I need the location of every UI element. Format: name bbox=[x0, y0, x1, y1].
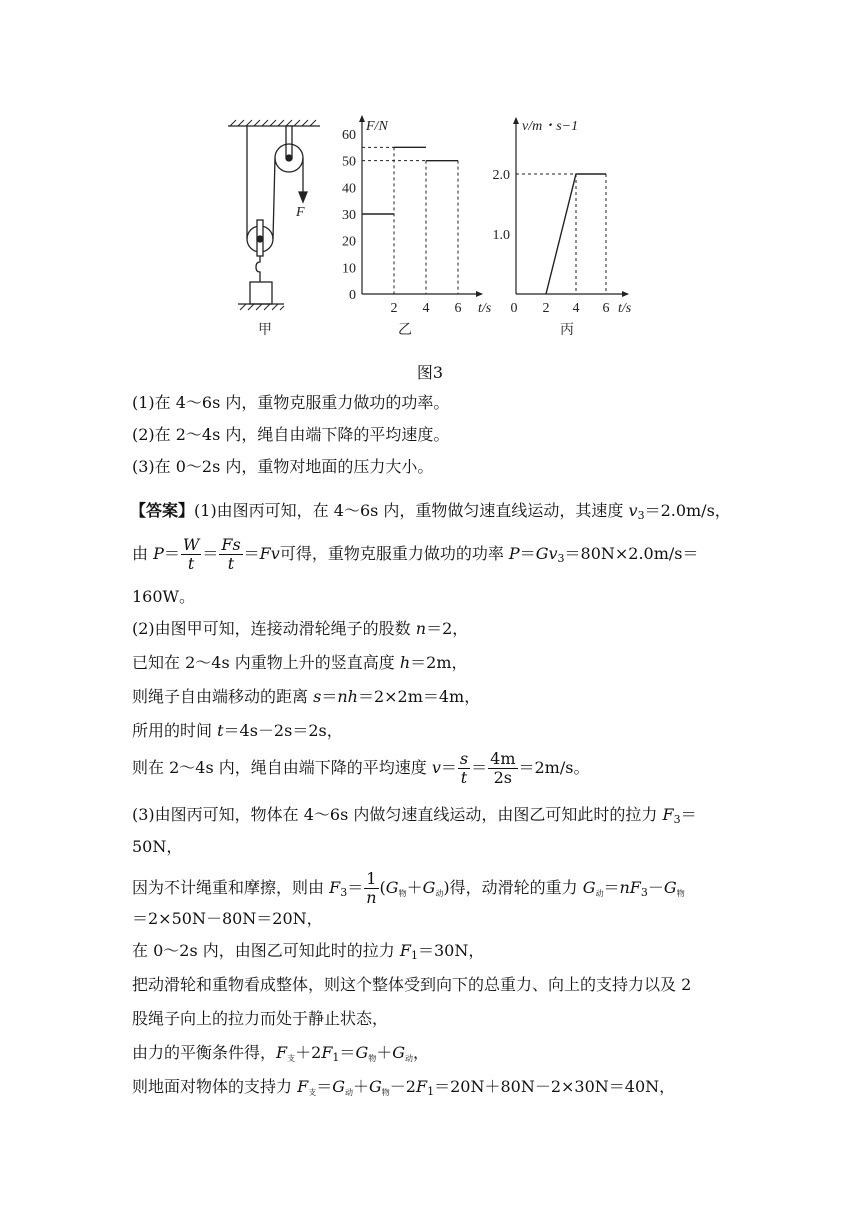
x-axis-label: t/s bbox=[478, 301, 492, 316]
x-axis-label: t/s bbox=[618, 301, 632, 316]
ground-hatch bbox=[240, 304, 284, 310]
question-1: (1)在 4～6s 内，重物克服重力做功的功率。 bbox=[132, 393, 450, 412]
answer-line-9: (3)由图丙可知，物体在 4～6s 内做匀速直线运动，由图乙可知此时的拉力 $F_3=$ bbox=[132, 805, 697, 826]
answer-line-3: 160W。 bbox=[132, 587, 195, 606]
y-tick-label: 0 bbox=[349, 288, 356, 303]
y-axis-label: F/N bbox=[366, 119, 388, 134]
force-label-f: F bbox=[296, 205, 305, 220]
panel-label-yi: 乙 bbox=[398, 322, 412, 338]
x-tick-label: 6 bbox=[602, 301, 610, 316]
y-tick-label: 60 bbox=[342, 128, 356, 143]
fraction-4m-2s: $\frac{4m}{2s}$ bbox=[490, 749, 516, 787]
y-tick-label: 10 bbox=[342, 261, 356, 277]
x-axis-arrow bbox=[622, 291, 629, 297]
y-tick-label: 2.0 bbox=[492, 168, 510, 183]
y-tick-label: 30 bbox=[342, 208, 356, 223]
fraction-fs-t: $\frac{Fs}{t}$ bbox=[221, 535, 241, 573]
answer-line-11: 因为不计绳重和摩擦，则由 $F_3=$ $\frac{1}{n}$ (G物＋G动)得，动滑轮的重力 G动$=nF_3-G$物 bbox=[132, 869, 685, 907]
y-axis-arrow bbox=[513, 117, 519, 124]
question-3: (3)在 0～2s 内，重物对地面的压力大小。 bbox=[132, 457, 434, 476]
x-axis-arrow bbox=[476, 291, 483, 297]
answer-line-4: (2)由图甲可知，连接动滑轮绳子的股数 n＝2， bbox=[132, 619, 469, 638]
rope-middle bbox=[273, 158, 275, 239]
answer-line-13: 在 0～2s 内，由图乙可知此时的拉力 $F_1=30N$， bbox=[132, 941, 485, 962]
answer-line-8: 则在 2～4s 内，绳自由端下降的平均速度 v＝ $\frac{s}{t}$ ＝ $\frac{4m}{2s}$ ＝2m/s。 bbox=[132, 749, 590, 787]
answer-line-17: 则地面对物体的支持力 F支＝G动＋G物$-2F_1=20N+80N-2\times 30N=40N$， bbox=[132, 1077, 676, 1098]
fixed-pulley-axle bbox=[286, 155, 292, 161]
x-tick-label: 2 bbox=[542, 301, 550, 316]
pulley-diagram bbox=[228, 120, 320, 310]
panel-label-bing: 丙 bbox=[560, 322, 574, 338]
fraction-w-t: $\frac{W}{t}$ bbox=[182, 535, 200, 573]
y-axis-arrow bbox=[359, 115, 365, 122]
force-arrow bbox=[299, 192, 307, 202]
figure-svg bbox=[220, 112, 650, 344]
chart-force-time bbox=[342, 115, 492, 316]
fraction-1-n: $\frac{1}{n}$ bbox=[366, 869, 377, 907]
y-tick-label: 50 bbox=[342, 154, 356, 170]
answer-line-14: 把动滑轮和重物看成整体，则这个整体受到向下的总重力、向上的支持力以及 2 bbox=[132, 975, 692, 994]
figure-3 bbox=[220, 112, 650, 344]
answer-line-7: 所用的时间 t＝4s－2s＝2s， bbox=[132, 721, 343, 740]
figure-caption: 图3 bbox=[416, 363, 444, 382]
answer-line-2: 由 P＝ $\frac{W}{t}$ ＝ $\frac{Fs}{t}$ ＝Fv可得，重物克服重力做功的功率 $P=Gv_3=80N\times 2.0m/s=$ bbox=[132, 535, 699, 573]
y-tick-label: 40 bbox=[342, 181, 356, 197]
x-tick-label: 0 bbox=[510, 301, 518, 316]
ceiling-hatch bbox=[230, 120, 316, 126]
y-tick-label: 20 bbox=[342, 234, 356, 250]
weight-block bbox=[250, 282, 272, 304]
x-tick-label: 4 bbox=[572, 301, 580, 316]
panel-label-jia: 甲 bbox=[258, 322, 272, 338]
y-axis-label: v/m・s−1 bbox=[522, 119, 579, 134]
x-tick-label: 4 bbox=[422, 301, 430, 316]
question-2: (2)在 2～4s 内，绳自由端下降的平均速度。 bbox=[132, 425, 450, 444]
answer-line-10: 50N， bbox=[132, 837, 183, 856]
fixed-pulley-bracket bbox=[286, 126, 292, 158]
answer-line-6: 则绳子自由端移动的距离 s＝nh＝2×2m＝4m， bbox=[132, 687, 481, 706]
answer-line-16: 由力的平衡条件得，F支$+2F_1=G$物＋G动， bbox=[132, 1043, 430, 1064]
chart-velocity-time bbox=[493, 117, 632, 316]
answer-tag: 【答案】 bbox=[130, 501, 195, 520]
fraction-s-t: $\frac{s}{t}$ bbox=[459, 749, 469, 787]
answer-line-5: 已知在 2～4s 内重物上升的竖直高度 h＝2m， bbox=[132, 653, 468, 672]
movable-pulley-axle bbox=[257, 236, 263, 242]
hook bbox=[256, 256, 260, 282]
x-tick-label: 2 bbox=[390, 301, 398, 316]
answer-line-1: 【答案】(1)由图丙可知，在 4～6s 内，重物做匀速直线运动，其速度 $v_3=2.0m/s$， bbox=[130, 501, 731, 522]
answer-line-12: ＝2×50N－80N＝20N， bbox=[132, 909, 323, 928]
answer-line-15: 股绳子向上的拉力而处于静止状态， bbox=[132, 1009, 389, 1028]
y-tick-label: 1.0 bbox=[492, 228, 510, 243]
x-tick-label: 6 bbox=[454, 301, 462, 316]
